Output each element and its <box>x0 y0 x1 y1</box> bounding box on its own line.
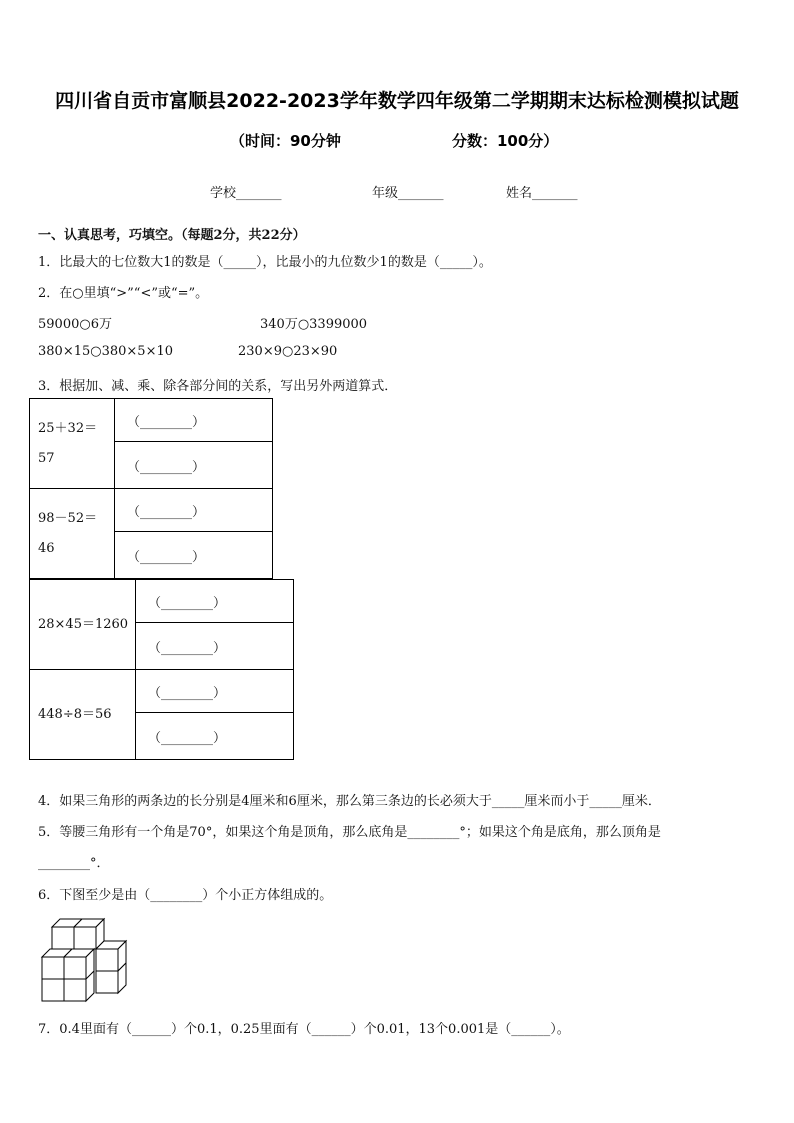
school-field: 学校_______ <box>210 186 282 201</box>
name-field: 姓名_______ <box>506 186 578 201</box>
answer-blank: （________） <box>115 442 273 489</box>
cube-face <box>64 957 86 979</box>
answer-blank: （________） <box>136 713 294 760</box>
q2-item-2: 340万○3399000 <box>260 317 368 332</box>
equation-cell <box>30 670 136 760</box>
equation-result: 46 <box>38 540 55 556</box>
q2-item-1: 59000○6万 <box>38 317 112 332</box>
q2-item-3: 380×15○380×5×10 <box>38 344 174 359</box>
question-5-line2: ________°． <box>38 856 110 871</box>
equation-cell <box>30 580 136 670</box>
cube-face <box>64 979 86 1001</box>
equation-line: 448÷8＝56 <box>38 706 112 722</box>
question-4: 4．如果三角形的两条边的长分别是4厘米和6厘米，那么第三条边的长必须大于_____厘米而小于_____厘米． <box>38 794 661 809</box>
question-7: 7．0.4里面有（______）个0.1，0.25里面有（______）个0.01，13个0.001是（______）。 <box>38 1022 570 1037</box>
section-title: 一、认真思考，巧填空。（每题2分，共22分） <box>38 228 306 243</box>
cube-face <box>42 979 64 1001</box>
equation-cell <box>30 489 115 579</box>
time-label: （时间：90分钟 <box>230 132 341 150</box>
cube-face <box>42 957 64 979</box>
answer-blank: （________） <box>115 399 273 442</box>
answer-blank: （________） <box>115 489 273 532</box>
equation-line: 98－52＝ <box>38 510 98 526</box>
score-label: 分数：100分） <box>452 132 559 150</box>
relation-table-2 <box>29 579 294 760</box>
equation-line: 28×45＝1260 <box>38 616 129 632</box>
question-6: 6．下图至少是由（________）个小正方体组成的。 <box>38 888 333 903</box>
question-5-line1: 5．等腰三角形有一个角是70°，如果这个角是顶角，那么底角是________°；如果这个角是底角，那么顶角是 <box>38 825 661 840</box>
grade-field: 年级_______ <box>372 186 444 201</box>
equation-cell <box>30 399 115 489</box>
answer-blank: （________） <box>136 670 294 713</box>
cube-face <box>52 927 74 949</box>
answer-blank: （________） <box>136 623 294 670</box>
question-3: 3．根据加、减、乘、除各部分间的关系，写出另外两道算式． <box>38 379 398 394</box>
answer-blank: （________） <box>136 580 294 623</box>
equation-result: 57 <box>38 450 55 466</box>
question-1: 1．比最大的七位数大1的数是（_____），比最小的九位数少1的数是（_____）。 <box>38 255 492 270</box>
question-2: 2．在○里填“>”“<”或“=”。 <box>38 286 209 301</box>
cube-face <box>74 927 96 949</box>
cube-face <box>96 949 118 971</box>
q2-item-4: 230×9○23×90 <box>238 344 338 359</box>
page-title: 四川省自贡市富顺县2022-2023学年数学四年级第二学期期末达标检测模拟试题 <box>55 90 739 112</box>
cube-figure <box>38 915 138 1005</box>
equation-line: 25＋32＝ <box>38 420 98 436</box>
answer-blank: （________） <box>115 532 273 579</box>
cube-face <box>96 971 118 993</box>
relation-table-1 <box>29 398 273 579</box>
